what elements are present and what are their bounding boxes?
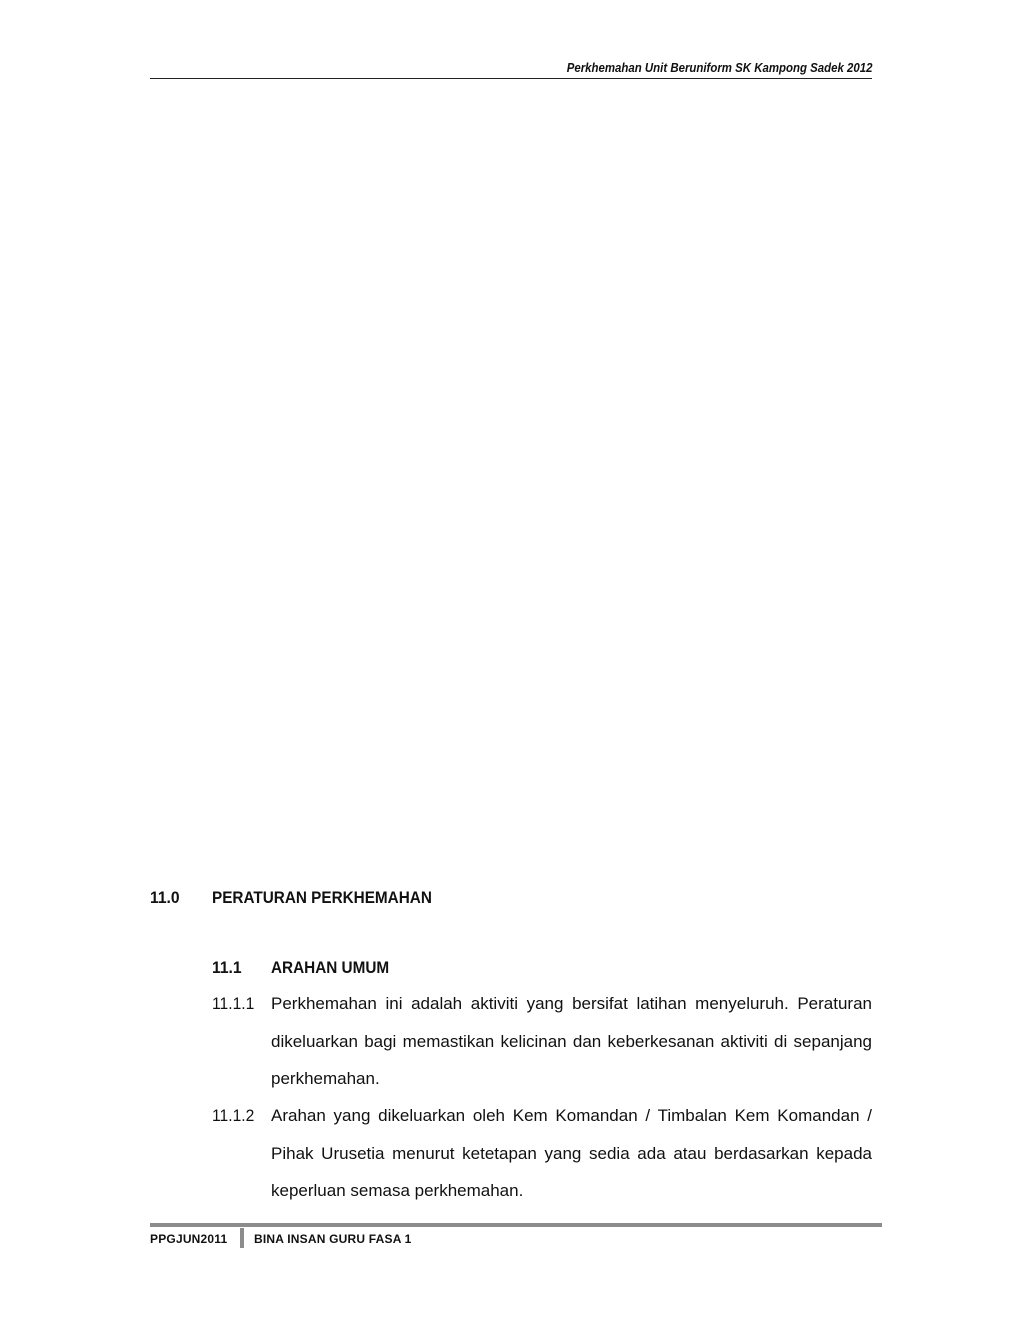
section-title: PERATURAN PERKHEMAHAN	[212, 888, 432, 907]
item-number: 11.1.2	[212, 1106, 255, 1125]
subsection-number: 11.1	[212, 958, 242, 977]
item-text: Arahan yang dikeluarkan oleh Kem Komandan / Timbalan Kem Komandan / Pihak Urusetia menurut ketetapan yang sedia ada atau berdasarkan kepada keperluan semasa perkhemahan.	[271, 1106, 872, 1200]
footer-separator	[240, 1228, 244, 1248]
list-item	[212, 1097, 872, 1210]
list-item	[212, 985, 872, 1098]
item-text: Perkhemahan ini adalah aktiviti yang bersifat latihan menyeluruh. Peraturan dikeluarkan bagi memastikan kelicinan dan keberkesanan aktiviti di sepanjang perkhemahan.	[271, 994, 872, 1088]
footer-rule	[150, 1223, 882, 1227]
section-number: 11.0	[150, 888, 180, 907]
subsection-title: ARAHAN UMUM	[271, 958, 390, 977]
item-number: 11.1.1	[212, 994, 255, 1013]
header-rule	[150, 78, 872, 79]
footer-code: PPGJUN2011	[150, 1232, 228, 1246]
running-header: Perkhemahan Unit Beruniform SK Kampong Sadek 2012	[566, 60, 872, 75]
footer-program: BINA INSAN GURU FASA 1	[254, 1232, 412, 1246]
